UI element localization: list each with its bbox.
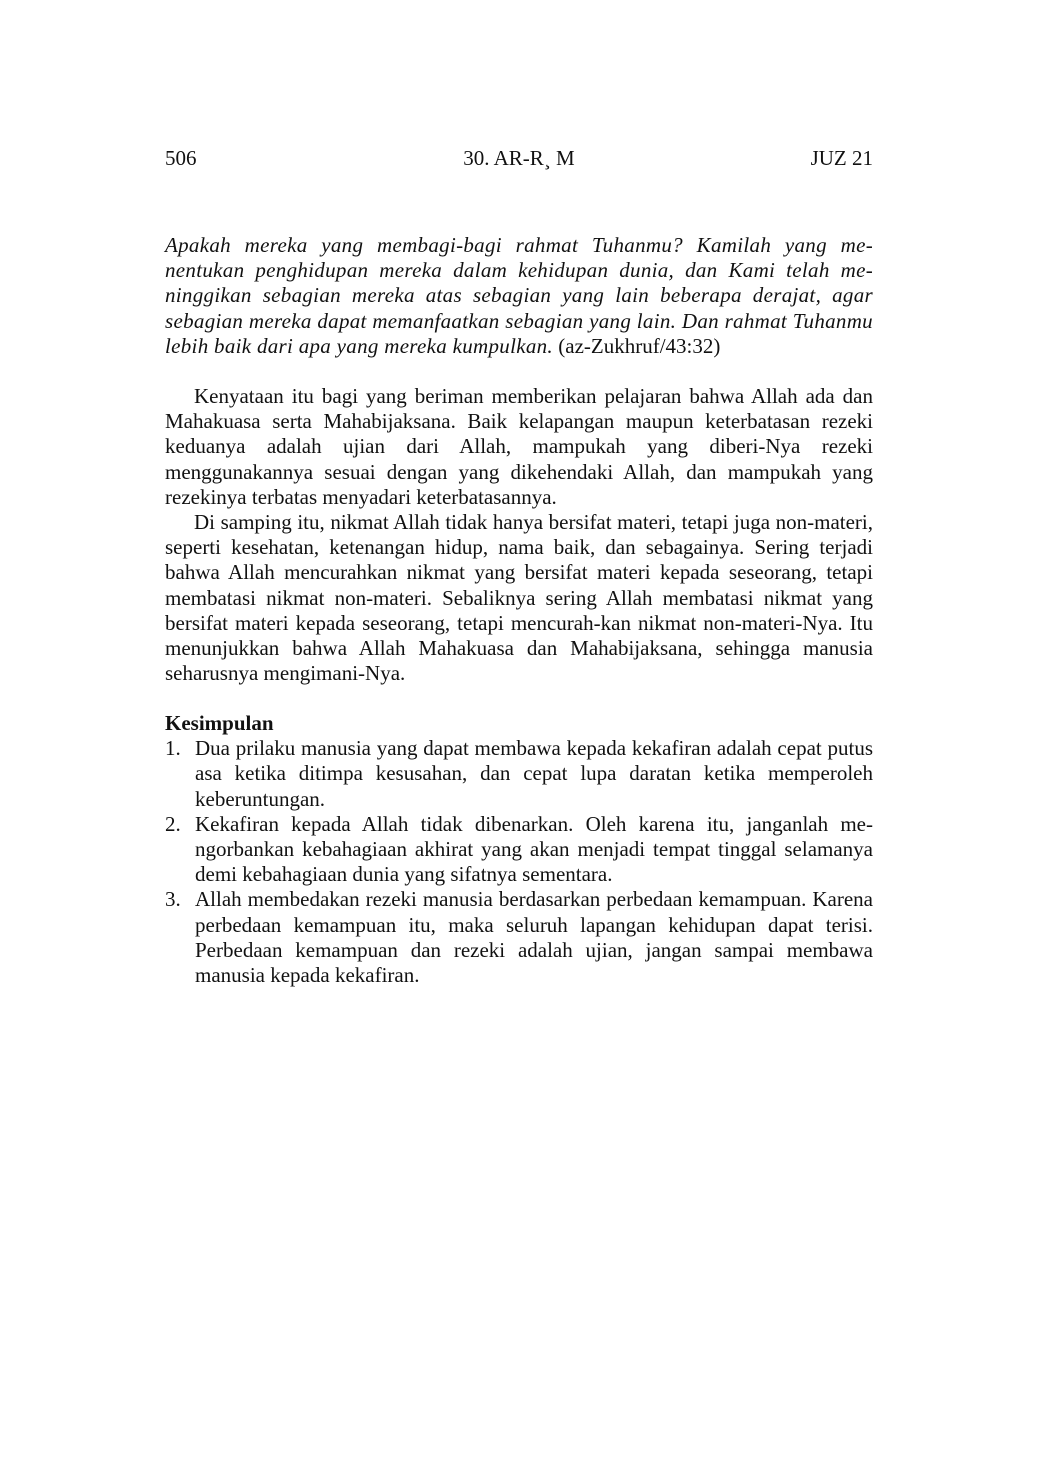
chapter-title: 30. AR-R¸ M [463, 146, 575, 170]
page-number: 506 [165, 146, 197, 170]
list-item-text: Kekafiran kepada Allah tidak dibenarkan. Oleh karena itu, janganlah me-ngorbankan kebahagiaan akhirat yang akan menjadi tempat tinggal selamanya demi kebahagiaan dunia yang sifatnya sementara. [195, 811, 873, 887]
conclusion-heading: Kesimpulan [165, 711, 274, 735]
paragraph: Kenyataan itu bagi yang beriman memberikan pelajaran bahwa Allah ada dan Mahakuasa serta Mahabijaksana. Baik kelapangan maupun keterbatasan rezeki keduanya adalah ujian dari Allah, mampukah yang diberi-Nya rezeki menggunakannya sesuai dengan yang dikehendaki Allah, dan mampukah yang rezekinya terbatas menyadari keterbatasannya. [165, 384, 873, 509]
list-item [165, 887, 873, 988]
quran-translation-quote [165, 233, 873, 359]
list-item [165, 812, 873, 888]
quote-text: Apakah mereka yang membagi-bagi rahmat Tuhanmu? Kamilah yang me-nentukan penghidupan mereka dalam kehidupan dunia, dan Kami telah me-ninggikan sebagian mereka atas sebagian yang lain beberapa derajat, agar sebagian mereka dapat memanfaatkan sebagian yang lain. Dan rahmat Tuhanmu lebih baik dari apa yang mereka kumpulkan. [165, 233, 873, 358]
conclusion-section [165, 711, 873, 988]
page-header [165, 146, 873, 174]
body-text [165, 384, 873, 686]
paragraph: Di samping itu, nikmat Allah tidak hanya bersifat materi, tetapi juga non-materi, seperti kesehatan, ketenangan hidup, nama baik, dan sebagainya. Sering terjadi bahwa Allah mencurahkan nikmat yang bersifat materi kepada seseorang, tetapi membatasi nikmat non-materi. Sebaliknya sering Allah membatasi nikmat yang bersifat materi kepada seseorang, tetapi mencurah-kan nikmat non-materi-Nya. Itu menunjukkan bahwa Allah Mahakuasa dan Mahabijaksana, sehingga manusia seharusnya mengimani-Nya. [165, 510, 873, 686]
conclusion-list [165, 736, 873, 988]
list-marker: 2. [165, 811, 181, 836]
list-marker: 1. [165, 736, 181, 761]
list-item-text: Dua prilaku manusia yang dapat membawa kepada kekafiran adalah cepat putus asa ketika ditimpa kesusahan, dan cepat lupa daratan ketika memperoleh keberuntungan. [195, 736, 873, 811]
quote-reference: (az-Zukhruf/43:32) [553, 333, 721, 358]
list-item [165, 736, 873, 812]
list-marker: 3. [165, 887, 181, 912]
juz-label: JUZ 21 [810, 146, 873, 170]
list-item-text: Allah membedakan rezeki manusia berdasarkan perbedaan kemampuan. Karena perbedaan kemampuan itu, maka seluruh lapangan kehidupan dapat terisi. Perbedaan kemampuan dan rezeki adalah ujian, jangan sampai membawa manusia kepada kekafiran. [195, 887, 873, 988]
